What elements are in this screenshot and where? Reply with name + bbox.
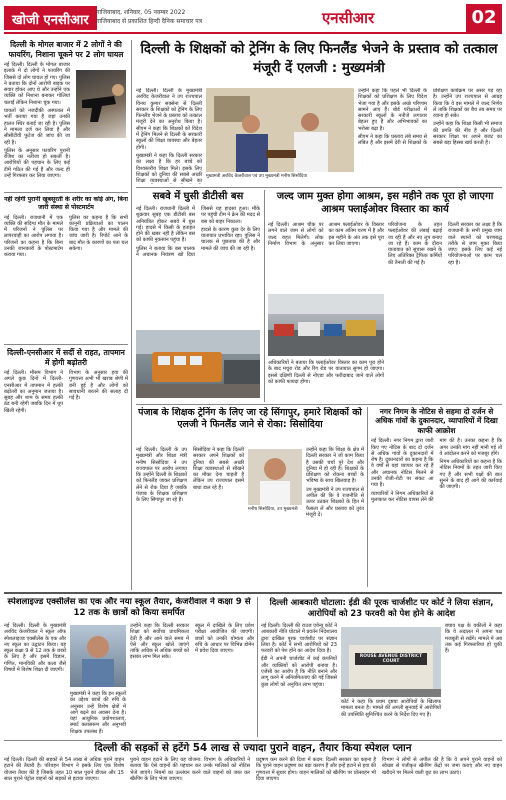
dtc-bus-story (136, 190, 260, 402)
nagar-nigam-headline: नगर निगम के नोटिस से सहमा दो दर्जन से अधिक गांवों के दुकानदार, व्यापारियों में दिखा काफी आक्रोश (375, 407, 498, 435)
weather-story (4, 348, 128, 590)
weather-headline: दिल्ली-एनसीआर में सर्दी से राहत, तापमान में होगी बढ़ोतरी (7, 348, 125, 367)
two-men-photo-icon (206, 88, 354, 172)
old-vehicles-story (4, 742, 502, 798)
column-divider (257, 597, 258, 737)
postmortem-headline: नहीं रहेगी पुरानी खूबसूरती के शरीर का कोई अंग, बिना जारी संस्था से पोस्टमार्टम (4, 196, 128, 211)
specialized-body-col1: नई दिल्ली। दिल्ली के मुख्यमंत्री अरविंद केजरीवाल ने स्कूल ऑफ स्पेशलाइज्ड एक्सीलेंस के एक और नए स्कूल का उद्घाटन किया। यह स्कूल कक्षा 9 से 12 तक के छात्रों के लिए है और इसमें विज्ञान, गणित, मानविकी और कला जैसे विषयों में विशेष शिक्षा दी जाएगी। (4, 623, 66, 674)
section-divider (4, 592, 502, 594)
main-body-col3: उन्होंने कहा कि पहले भी दिल्ली के शिक्षकों को प्रशिक्षण के लिए विदेश भेजा गया है और इसके अच्छे परिणाम सामने आए हैं। बोर्ड परीक्षाओं में सरकारी स्कूलों के नतीजे लगातार बेहतर हुए हैं और अभिभावकों का भरोसा बढ़ा है। सीएम ने कहा कि प्रस्ताव लंबे समय से लंबित है और इसमें देरी से शिक्षकों के प्रशिक्षण कार्यक्रम पर असर पड़ रहा है। उन्होंने उप राज्यपाल से आग्रह किया कि वे इस मामले में जल्द निर्णय लें ताकि शिक्षकों का बैच तय समय पर रवाना हो सके। उन्होंने कहा कि शिक्षा किसी भी समाज की प्रगति की नींव है और दिल्ली सरकार शिक्षा पर अपने बजट का सबसे बड़ा हिस्सा खर्च करती है। (358, 88, 502, 147)
divider (4, 192, 128, 193)
ashram-body-right: परियोजना के तहत फ्लाईओवर की लंबाई बढ़ाई जा रही है और नए लूप बनाए जा रहे हैं। काम के दौरान यातायात को सुचारू रखने के लिए अतिरिक्त ट्रैफिक कर्मियों की तैनाती की गई है। दिल्ली सरकार का लक्ष्य है कि राजधानी के सभी प्रमुख जाम वाले स्थानों को चरणबद्ध तरीके से जाम मुक्त किया जाए। इसके लिए कई नई परियोजनाओं पर काम चल रहा है। (388, 222, 502, 266)
sisodia-story (136, 407, 364, 587)
court-headline: दिल्ली आबकारी घोटाला: ईडी की पूरक चार्जशीट पर कोर्ट ने लिया संज्ञान, आरोपियों को 23 फरवरी को पेश होने के आदेश (269, 597, 494, 618)
kejriwal-photo (70, 625, 126, 687)
old-vehicles-headline: दिल्ली की सड़कों से हटेंगे 54 लाख से ज्यादा पुराने वाहन, तैयार किया स्पेशल प्लान (94, 742, 412, 754)
mogal-bazar-headline: दिल्ली के मोगल बाजार में 2 लोगों ने की फायरिंग, निशाना चूकने पर 2 लोग घायल (8, 40, 124, 59)
column-divider (131, 40, 132, 590)
ashram-story (268, 190, 502, 402)
court-photo (341, 627, 441, 697)
ashram-body-low: अधिकारियों ने बताया कि फ्लाईओवर विस्तार का काम पूरा होने के बाद मथुरा रोड और रिंग रोड पर यातायात सुगम हो जाएगा। इससे दक्षिणी दिल्ली से नोएडा और फरीदाबाद जाने वाले लोगों को काफी फायदा होगा। (268, 360, 384, 385)
page-number: 02 (466, 4, 502, 32)
portrait-icon (70, 625, 126, 687)
divider (136, 187, 502, 188)
gun-icon (76, 70, 126, 138)
court-body-col3: बचाव पक्ष के वकीलों ने कहा कि वे अदालत में अपना पक्ष मजबूती से रखेंगे। मामले में अब तक कई गिरफ्तारियां हो चुकी हैं। (445, 623, 502, 655)
specialized-body-col3: उन्होंने कहा कि दिल्ली सरकार शिक्षा को सर्वोच्च प्राथमिकता देती है और आने वाले समय में ऐसे और स्कूल खोले जाएंगे ताकि अधिक से अधिक बच्चों को इसका लाभ मिल सके। स्कूल में दाखिले के लिए प्रवेश परीक्षा आयोजित की जाएगी। छात्रों को उनकी योग्यता और रुचि के आधार पर विभिन्न डोमेन में प्रवेश दिया जाएगा। (130, 623, 254, 661)
specialized-school-headline: स्पेशलाइज्ड एक्सीलेंस का एक और नया स्कूल तैयार, केजरीवाल ने कक्षा 9 से 12 तक के छात्रों को किया समर्पित (7, 597, 251, 618)
sisodia-photo-caption: मनीष सिसोदिया, उप मुख्यमंत्री (248, 507, 298, 512)
postmortem-story (4, 196, 128, 342)
bus-accident-icon (136, 330, 260, 398)
court-story (261, 597, 502, 737)
traffic-jam-icon (268, 294, 384, 356)
brand-logo: खोजी एनसीआर (4, 6, 97, 30)
divider (4, 740, 502, 741)
court-body-col2: कोर्ट ने कहा कि प्रथम दृष्टया आरोपियों के खिलाफ मामला बनता है। मामले की अगली सुनवाई में आरोपियों की उपस्थिति सुनिश्चित करने के निर्देश दिए गए हैं। (341, 699, 441, 718)
column-divider (367, 407, 368, 587)
specialized-body-col2: मुख्यमंत्री ने कहा कि इन स्कूलों का उद्देश्य छात्रों की रुचि के अनुसार उन्हें विशेष क्षेत्रों में आगे बढ़ने का अवसर देना है। यहां आधुनिक प्रयोगशालाएं, स्मार्ट क्लासरूम और अनुभवी शिक्षक उपलब्ध हैं। (70, 691, 126, 735)
court-sign-text: ROUSE AVENUE DISTRICT COURT (359, 654, 423, 664)
sisodia-body-right: उन्होंने कहा कि शिक्षा के क्षेत्र में दिल्ली सरकार ने जो काम किया है उसकी चर्चा पूरे देश और दुनिया में हो रही है। शिक्षकों के प्रशिक्षण को रोकना बच्चों के भविष्य के साथ खिलवाड़ है। उप मुख्यमंत्री ने उप राज्यपाल से अपील की कि वे राजनीति से ऊपर उठकर शिक्षकों के हित में फैसला लें और प्रस्ताव को तुरंत मंजूरी दें। (306, 447, 364, 518)
masthead (4, 4, 502, 34)
court-body-col1: नई दिल्ली। दिल्ली की राउज एवेन्यू कोर्ट ने आबकारी नीति घोटाले में प्रवर्तन निदेशालय द्वारा दाखिल पूरक चार्जशीट पर संज्ञान लिया है। कोर्ट ने सभी आरोपियों को 23 फरवरी को पेश होने का आदेश दिया है। ईडी ने अपनी चार्जशीट में कई कंपनियों और व्यक्तियों को आरोपी बनाया है। एजेंसी का आरोप है कि नीति बनाने और लागू करने में अनियमितताएं की गईं जिससे कुछ लोगों को अनुचित लाभ पहुंचा। (261, 623, 338, 688)
main-photo (206, 88, 354, 172)
postmortem-body: नई दिल्ली। राजधानी में एक व्यक्ति की संदिग्ध मौत के मामले में परिजनों ने पुलिस पर लापरवाही का आरोप लगाया है। परिजनों का कहना है कि बिना उनकी जानकारी के पोस्टमार्टम कराया गया। पुलिस का कहना है कि सभी कानूनी प्रक्रियाओं का पालन किया गया है और मामले की जांच जारी है। रिपोर्ट आने के बाद मौत के कारणों का पता चल सकेगा। (4, 214, 128, 259)
nagar-nigam-story (371, 407, 502, 587)
gun-photo (76, 70, 126, 138)
bus-photo (136, 330, 260, 398)
main-body-col1: नई दिल्ली। दिल्ली के मुख्यमंत्री अरविंद केजरीवाल ने उप राज्यपाल विनय कुमार सक्सेना से दिल्ली सरकार के शिक्षकों को ट्रेनिंग के लिए फिनलैंड भेजने के प्रस्ताव को तत्काल मंजूरी देने का अनुरोध किया है। सीएम ने कहा कि शिक्षकों को विदेश में ट्रेनिंग मिलने से दिल्ली के सरकारी स्कूलों की शिक्षा व्यवस्था और बेहतर होगी। मुख्यमंत्री ने कहा कि दिल्ली सरकार का लक्ष्य है कि हर बच्चे को विश्वस्तरीय शिक्षा मिले। इसके लिए शिक्षकों को दुनिया की सबसे अच्छी शिक्षा व्यवस्थाओं से सीखने का (136, 88, 202, 184)
dtc-body: नई दिल्ली। राजधानी दिल्ली में शुक्रवार सुबह एक डीटीसी बस अनियंत्रित होकर सबवे में घुस गई। हादसे में किसी के हताहत होने की खबर नहीं है लेकिन बस को काफी नुकसान पहुंचा है। पुलिस ने बताया कि बस चालक ने अचानक नियंत्रण खो दिया जिससे यह हादसा हुआ। मौके पर पहुंची टीम ने क्रेन की मदद से बस को बाहर निकाला। हादसे के कारण कुछ देर के लिए यातायात प्रभावित रहा। पुलिस ने चालक से पूछताछ की है और मामले की जांच की जा रही है। (136, 206, 260, 259)
main-headline-box (136, 40, 502, 86)
dtc-headline: सबवे में घुसी डीटीसी बस (152, 191, 244, 202)
nagar-nigam-body: नई दिल्ली। नगर निगम द्वारा जारी किए गए नोटिस के बाद दो दर्जन से अधिक गांवों के दुकानदारों में रोष है। दुकानदारों का कहना है कि वे वर्षों से यहां व्यापार कर रहे हैं और अचानक नोटिस मिलने से उनकी रोजी-रोटी पर संकट आ गया है। व्यापारियों ने निगम अधिकारियों से मुलाकात कर नोटिस वापस लेने की मांग की है। उनका कहना है कि अगर उनकी मांग नहीं मानी गई तो वे आंदोलन करने को मजबूर होंगे। निगम अधिकारियों का कहना है कि नोटिस नियमों के तहत जारी किए गए हैं और सभी पक्षों की बात सुनने के बाद ही आगे की कार्रवाई की जाएगी। (371, 438, 502, 503)
main-photo-caption: मुख्यमंत्री अरविंद केजरीवाल एवं उप मुख्यमंत्री मनीष सिसोदिया (206, 174, 308, 179)
weather-body: नई दिल्ली। मौसम विभाग ने अगले कुछ दिनों में दिल्ली-एनसीआर में तापमान में हल्की बढ़ोतरी का अनुमान जताया है। सुबह और शाम के समय हल्की ठंड बनी रहेगी जबकि दिन में धूप खिली रहेगी। विभाग के अनुसार हवा की गुणवत्ता अभी भी खराब श्रेणी में बनी हुई है और लोगों को सावधानी बरतने की सलाह दी गई है। (4, 370, 128, 414)
ashram-headline: जल्द जाम मुक्त होगा आश्रम, इस महीने तक पूरा हो जाएगा आश्रम फ्लाईओवर विस्तार का कार्य (276, 191, 494, 215)
divider (136, 404, 502, 405)
sisodia-body-left: नई दिल्ली। दिल्ली के उप मुख्यमंत्री और शिक्षा मंत्री मनीष सिसोदिया ने उप राज्यपाल पर आरोप लगाया कि उन्होंने दिल्ली के शिक्षकों को फिनलैंड जाकर प्रशिक्षण लेने से रोक दिया है जबकि पंजाब के शिक्षक प्रशिक्षण के लिए सिंगापुर जा रहे हैं। सिसोदिया ने कहा कि दिल्ली सरकार अपने शिक्षकों को दुनिया की सबसे अच्छी शिक्षा व्यवस्थाओं से सीखने का मौका देना चाहती है लेकिन उप राज्यपाल इसमें बाधा डाल रहे हैं। (136, 447, 244, 504)
sisodia-photo (248, 449, 302, 505)
column-divider (264, 190, 265, 402)
sisodia-headline: पंजाब के शिक्षक ट्रेनिंग के लिए जा रहे सिंगापुर, हमारे शिक्षकों को एलजी ने फिनलैंड जाने से रोका: सिसोदिया (138, 407, 362, 430)
ashram-body-top: नई दिल्ली। आश्रम चौक पर लगने वाले जाम से लोगों को जल्द राहत मिलेगी। लोक निर्माण विभाग के अनुसार आश्रम फ्लाईओवर के विस्तार का काम अंतिम चरण में है और इस महीने के अंत तक इसे पूरा कर लिया जाएगा। (268, 222, 384, 247)
main-story-body (136, 88, 502, 184)
portrait-icon (248, 449, 302, 505)
dateline-tagline: गाजियाबाद से प्रकाशित हिन्दी दैनिक समाचार पत्र (96, 18, 203, 25)
specialized-school-story (4, 597, 254, 737)
traffic-photo (268, 294, 384, 356)
divider (4, 344, 128, 345)
mogal-bazar-story (4, 40, 128, 190)
dateline (96, 8, 316, 26)
dateline-date: गाजियाबाद, शनिवार, 05 नवम्बर 2022 (96, 9, 186, 16)
mogal-bazar-body: नई दिल्ली। दिल्ली के मोगल बाजार इलाके में दो लोगों ने फायरिंग की जिससे दो लोग घायल हो गए। पुलिस ने बताया कि दोनों आरोपी बाइक पर सवार होकर आए थे और उन्होंने एक व्यक्ति को निशाना बनाकर गोलियां चलाईं लेकिन निशाना चूक गया। घायलों को नजदीकी अस्पताल में भर्ती कराया गया है जहां उनकी हालत स्थिर बताई जा रही है। पुलिस ने मामला दर्ज कर लिया है और सीसीटीवी फुटेज की जांच की जा रही है। पुलिस के अनुसार फायरिंग पुरानी रंजिश का नतीजा हो सकती है। आरोपियों की पहचान के लिए कई टीमें गठित की गई हैं और जल्द ही उन्हें गिरफ्तार कर लिया जाएगा। (4, 62, 70, 180)
section-title: एनसीआर (322, 9, 375, 27)
old-vehicles-body: नई दिल्ली। दिल्ली की सड़कों से 54 लाख से अधिक पुराने वाहन हटाने की तैयारी है। परिवहन विभाग ने इसके लिए एक विशेष योजना तैयार की है जिसके तहत 10 साल पुराने डीजल और 15 साल पुराने पेट्रोल वाहनों को सड़कों से हटाया जाएगा। पुराने वाहन हटाने के लिए यह योजना: विभाग के अधिकारियों ने बताया कि ऐसे वाहनों की पहचान कर उनके मालिकों को नोटिस भेजे जाएंगे। नियमों का उल्लंघन करने वाले वाहनों को जब्त कर स्क्रैपिंग के लिए भेजा जाएगा। प्रदूषण कम करने की दिशा में कदम: दिल्ली सरकार का कहना है कि पुराने वाहन प्रदूषण का बड़ा कारण हैं और इन्हें हटाने से हवा की गुणवत्ता में सुधार होगा। वाहन मालिकों को स्क्रैपिंग पर प्रोत्साहन भी दिया जाएगा। विभाग ने लोगों से अपील की है कि वे अपने पुराने वाहनों को स्वेच्छा से पंजीकृत स्क्रैपिंग केंद्रों पर जमा कराएं और नए वाहन खरीदने पर मिलने वाली छूट का लाभ उठाएं। (4, 757, 502, 782)
main-headline: दिल्ली के शिक्षकों को ट्रेनिंग के लिए फिनलैंड भेजने के प्रस्ताव को तत्काल मंजूरी दें एलजी : मुख्यमंत्री (140, 41, 498, 76)
